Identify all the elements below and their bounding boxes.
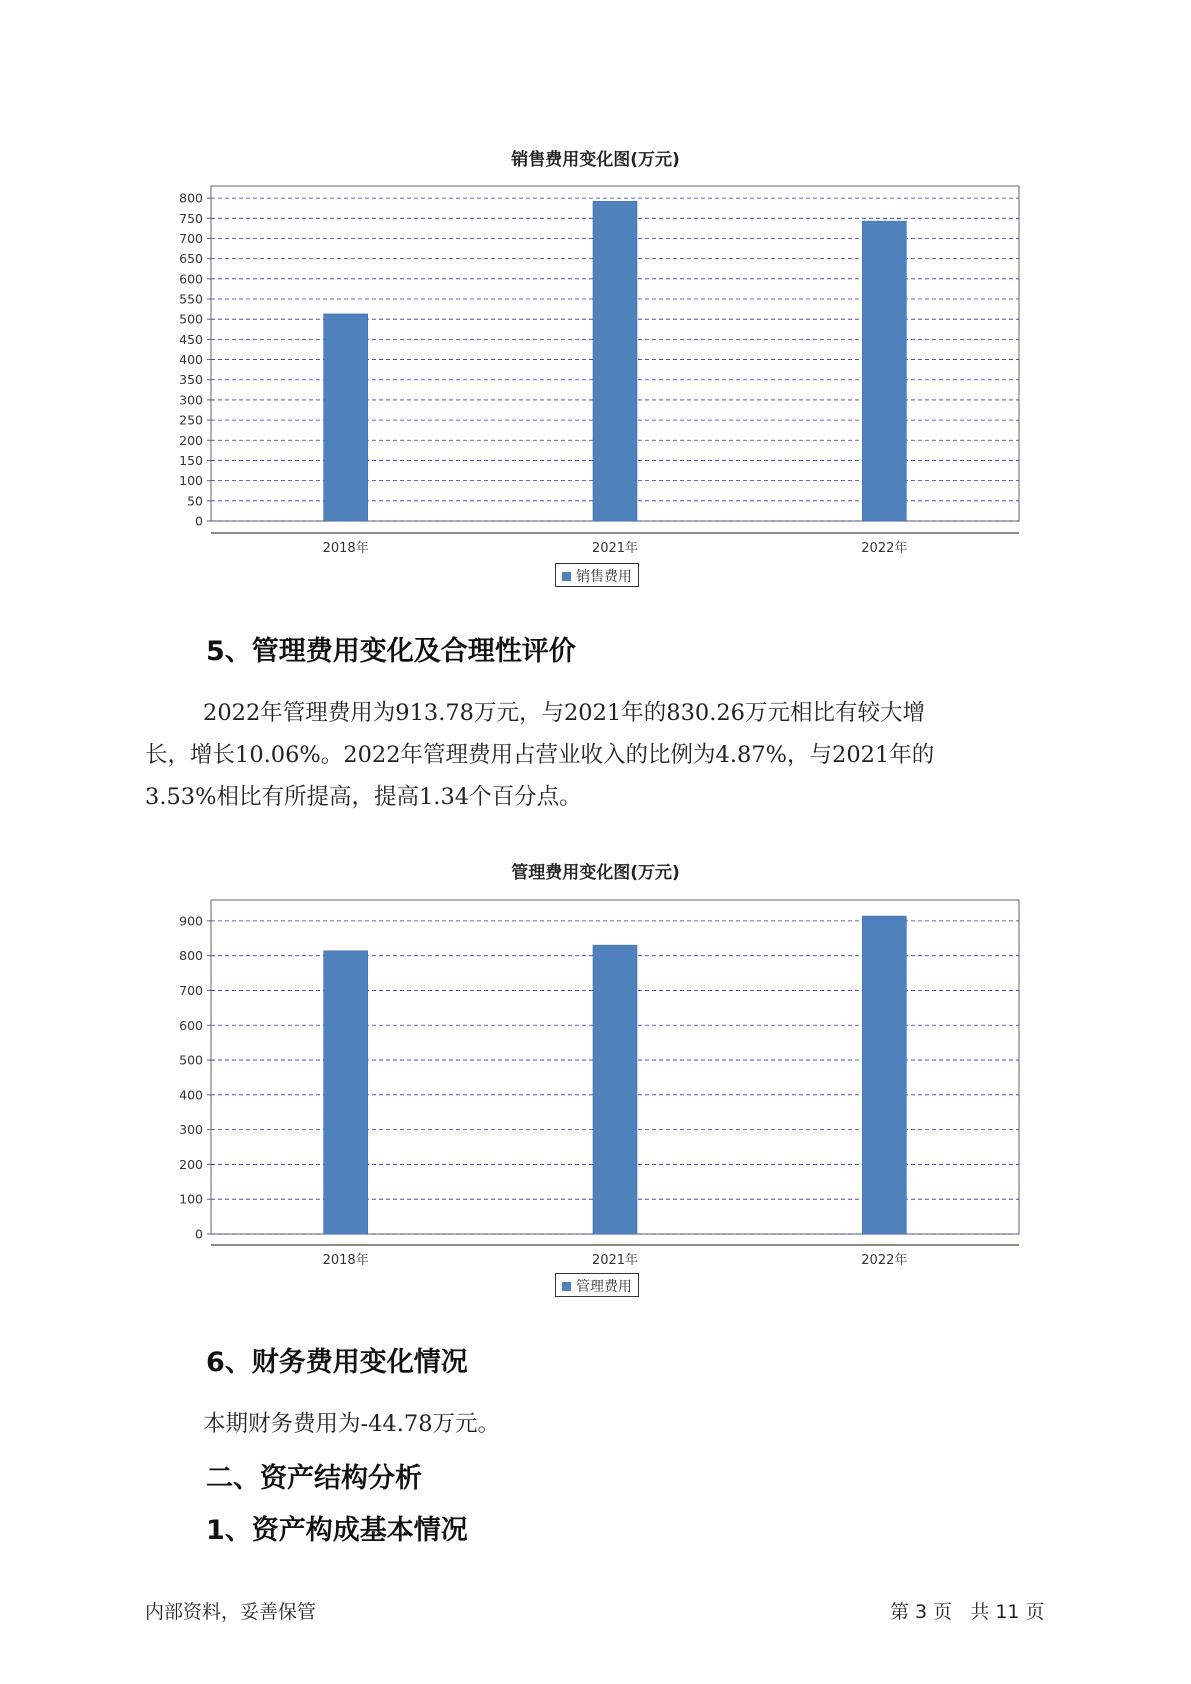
y-tick-label: 550 bbox=[179, 291, 203, 307]
y-tick-label: 0 bbox=[195, 1226, 203, 1242]
legend-label: 管理费用 bbox=[576, 1279, 632, 1295]
bar bbox=[324, 951, 368, 1234]
x-tick-label: 2021年 bbox=[591, 541, 639, 556]
y-tick-label: 650 bbox=[179, 251, 203, 267]
y-tick-label: 750 bbox=[179, 210, 203, 226]
y-tick-label: 600 bbox=[179, 271, 203, 287]
paragraph-line: 长，增长10.06%。2022年管理费用占营业收入的比例为4.87%，与2021年的 bbox=[145, 742, 935, 768]
y-tick-label: 0 bbox=[195, 513, 203, 529]
y-tick-label: 200 bbox=[179, 1156, 203, 1172]
chart-title-selling-expenses: 销售费用变化图(万元) bbox=[511, 150, 680, 170]
y-tick-label: 700 bbox=[179, 230, 203, 246]
paragraph-line: 2022年管理费用为913.78万元，与2021年的830.26万元相比有较大增 bbox=[203, 700, 925, 726]
y-tick-label: 350 bbox=[179, 372, 203, 388]
y-tick-label: 450 bbox=[179, 331, 203, 347]
y-tick-label: 100 bbox=[179, 473, 203, 489]
y-tick-label: 50 bbox=[187, 493, 203, 509]
y-tick-label: 700 bbox=[179, 982, 203, 998]
y-tick-label: 200 bbox=[179, 432, 203, 448]
section-heading-6: 6、财务费用变化情况 bbox=[206, 1347, 468, 1378]
section-heading-5: 5、管理费用变化及合理性评价 bbox=[206, 636, 576, 667]
x-tick-label: 2021年 bbox=[591, 1253, 639, 1268]
y-tick-label: 400 bbox=[179, 1087, 203, 1103]
y-tick-label: 800 bbox=[179, 948, 203, 964]
chart-legend bbox=[555, 1273, 639, 1297]
legend-label: 销售费用 bbox=[576, 569, 632, 585]
paragraph-line: 3.53%相比有所提高，提高1.34个百分点。 bbox=[145, 784, 582, 810]
footer-confidential: 内部资料，妥善保管 bbox=[145, 1601, 317, 1623]
y-tick-label: 150 bbox=[179, 452, 203, 468]
y-tick-label: 900 bbox=[179, 913, 203, 929]
y-tick-label: 800 bbox=[179, 190, 203, 206]
bar bbox=[593, 945, 637, 1234]
x-tick-label: 2018年 bbox=[322, 541, 369, 556]
bar bbox=[862, 916, 906, 1234]
y-tick-label: 300 bbox=[179, 1122, 203, 1138]
chart-title-admin-expenses: 管理费用变化图(万元) bbox=[511, 863, 680, 883]
y-tick-label: 500 bbox=[179, 1052, 203, 1068]
x-tick-label: 2018年 bbox=[322, 1253, 369, 1268]
section-heading-ii-1: 1、资产构成基本情况 bbox=[206, 1515, 468, 1546]
legend-swatch bbox=[562, 1282, 571, 1291]
y-tick-label: 250 bbox=[179, 412, 203, 428]
x-tick-label: 2022年 bbox=[861, 1253, 908, 1268]
y-tick-label: 100 bbox=[179, 1191, 203, 1207]
paragraph-line: 本期财务费用为-44.78万元。 bbox=[203, 1411, 501, 1437]
y-tick-label: 600 bbox=[179, 1017, 203, 1033]
footer-page-number: 第 3 页 共 11 页 bbox=[890, 1601, 1045, 1623]
y-tick-label: 300 bbox=[179, 392, 203, 408]
y-tick-label: 400 bbox=[179, 352, 203, 368]
x-tick-label: 2022年 bbox=[861, 541, 908, 556]
y-tick-label: 500 bbox=[179, 311, 203, 327]
section-heading-ii: 二、资产结构分析 bbox=[206, 1463, 422, 1494]
